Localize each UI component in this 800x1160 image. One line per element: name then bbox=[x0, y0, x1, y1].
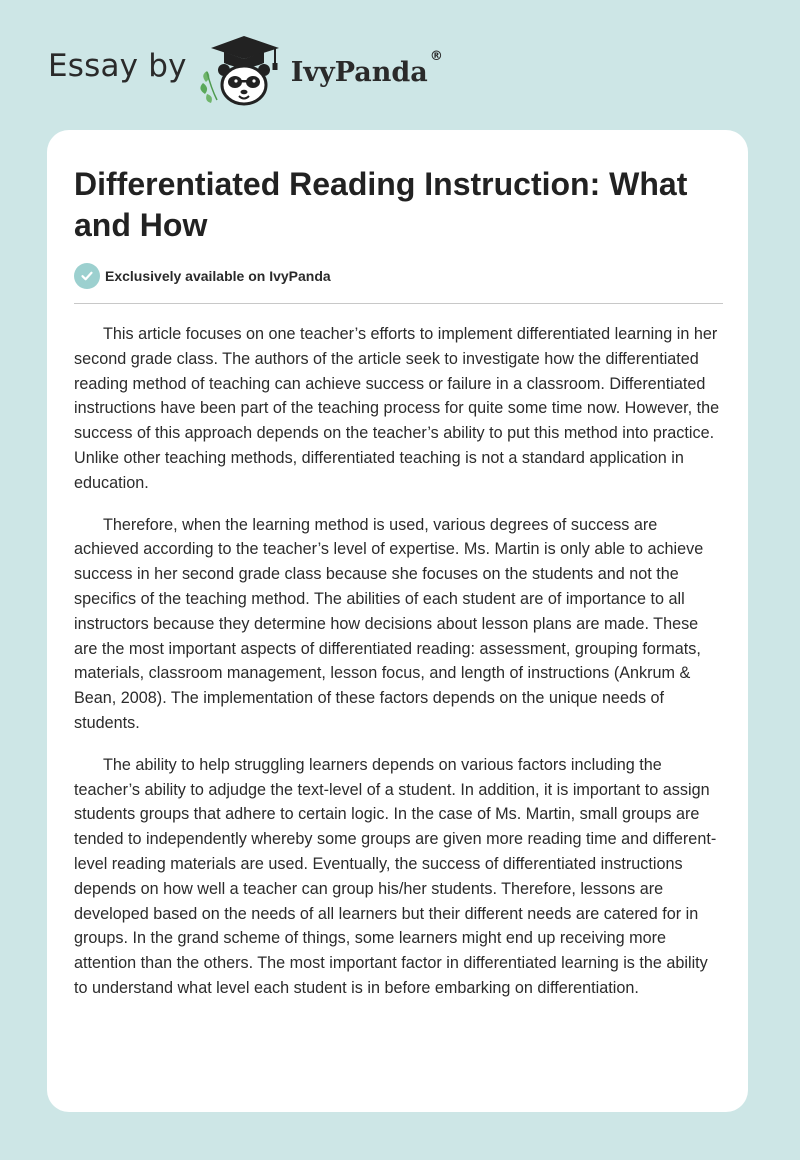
essay-card bbox=[47, 130, 748, 1112]
cap-tassel bbox=[272, 63, 277, 70]
ivy-leaf-bottom bbox=[206, 94, 212, 103]
essay-paragraph: Therefore, when the learning method is used, various degrees of success are achieved according to the teacher’s level of expertise. Ms. Martin is only able to achieve success in her second grade class because she focuses on the students and not the specifics of the teaching method. The abilities of each student are of importance to all instructors because they determine how decisions about lesson plans are made. These are the most important aspects of differentiated reading: assessment, grouping formats, materials, classroom management, lesson focus, and length of instructions (Ankrum & Bean, 2008). The implementation of these factors depends on the unique needs of students. bbox=[74, 515, 704, 732]
essay-paragraph: The ability to help struggling learners depends on various factors including the teacher’s ability to adjudge the text-level of a student. In addition, it is important to assign students groups that adhere to certain logic. In the case of Ms. Martin, small groups are tended to independently whereby some groups are given more reading time and different-level reading materials are used. Eventually, the success of differentiated instructions depends on how well a teacher can group his/her students. Therefore, lessons are developed based on the needs of all learners but their different needs are catered for in groups. In the grand scheme of things, some learners might end up receiving more attention than the others. The most important factor in differentiated learning is the ability to understand what level each student is in before embarking on differentiation. bbox=[74, 755, 717, 997]
check-circle-icon bbox=[74, 263, 100, 289]
title-divider bbox=[74, 303, 723, 304]
brand-header bbox=[48, 30, 443, 110]
brand-name bbox=[290, 48, 443, 88]
exclusive-badge bbox=[74, 263, 331, 289]
panda-logo-svg bbox=[197, 32, 287, 108]
essay-title: Differentiated Reading Instruction: What and How bbox=[74, 166, 688, 243]
brand-prefix: Essay by bbox=[48, 48, 187, 84]
glasses-bridge bbox=[241, 80, 247, 83]
eye-glint-left bbox=[234, 79, 237, 82]
brand-name-text: IvyPanda bbox=[290, 56, 428, 88]
checkmark-svg bbox=[80, 269, 94, 283]
panda-graduate-icon bbox=[197, 32, 287, 108]
registered-mark: ® bbox=[429, 48, 443, 64]
panda-nose bbox=[240, 90, 247, 95]
essay-paragraph: This article focuses on one teacher’s efforts to implement differentiated learning in her second grade class. The authors of the article seek to investigate how the differentiated reading method of teaching can achieve success or failure in a classroom. Differentiated instructions have been part of the teaching process for quite some time now. However, the success of this approach depends on the teacher’s ability to put this method into practice. Unlike other teaching methods, differentiated teaching is not a standard application in education. bbox=[74, 325, 720, 492]
exclusive-badge-label: Exclusively available on IvyPanda bbox=[105, 268, 331, 284]
checkmark-path bbox=[83, 273, 92, 279]
cap-top bbox=[211, 36, 279, 59]
ivy-leaf-middle bbox=[200, 83, 207, 94]
essay-body bbox=[74, 322, 724, 1018]
eye-glint-right bbox=[252, 79, 255, 82]
